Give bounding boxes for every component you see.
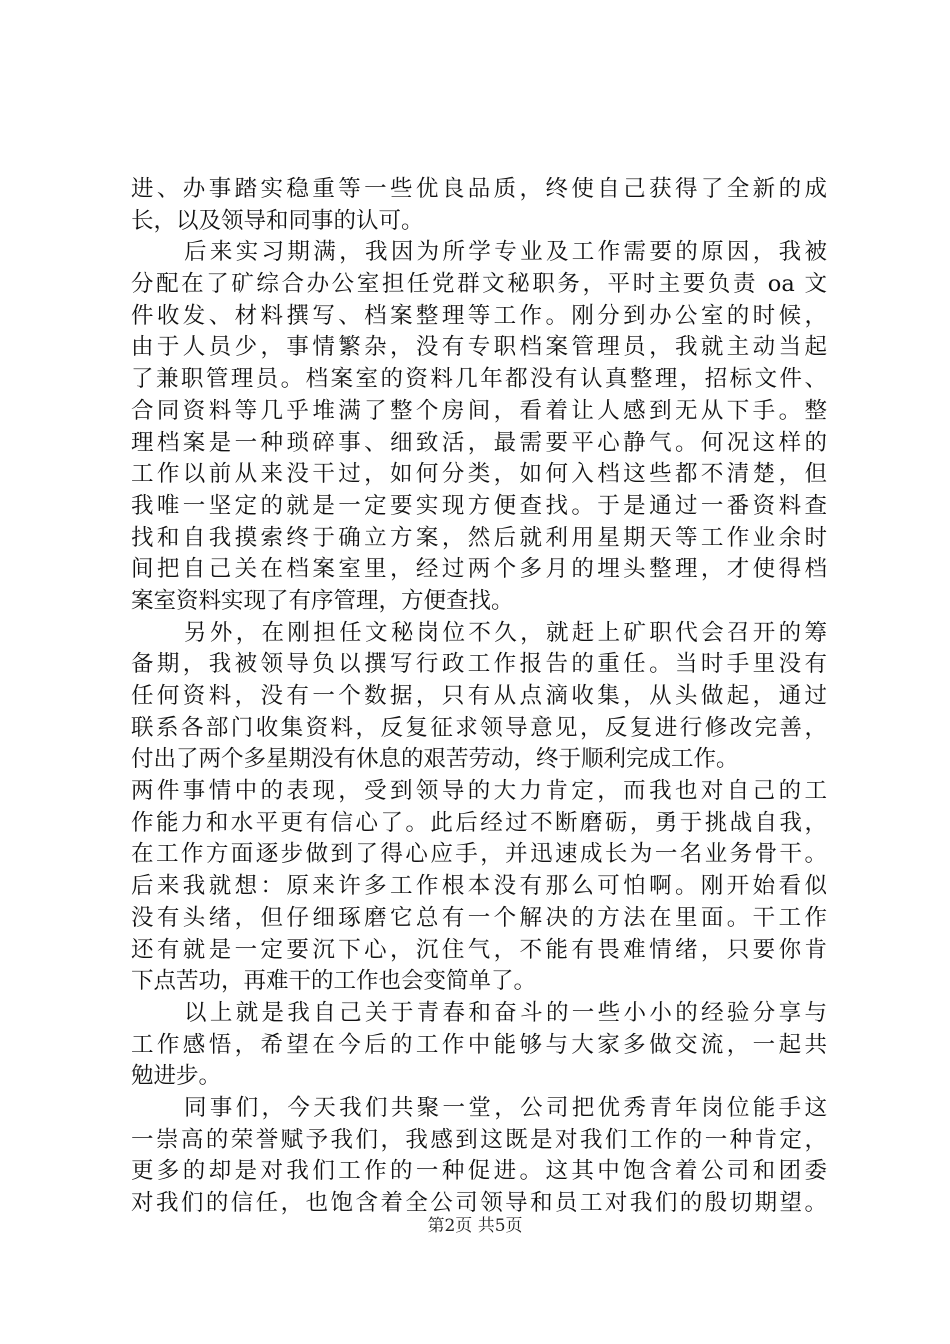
text-line: 在工作方面逐步做到了得心应手，并迅速成长为一名业务骨干。: [131, 841, 827, 868]
text-line: 由于人员少，事情繁杂，没有专职档案管理员，我就主动当起: [131, 334, 827, 361]
paragraph-first-line: 以上就是我自己关于青春和奋斗的一些小小的经验分享与: [184, 999, 827, 1026]
text-line: 作能力和水平更有信心了。此后经过不断磨砺，勇于挑战自我，: [131, 809, 827, 836]
paragraph-first-line: 另外，在刚担任文秘岗位不久，就赶上矿职代会召开的筹: [184, 619, 827, 646]
text-line: 联系各部门收集资料，反复征求领导意见，反复进行修改完善，: [131, 714, 827, 741]
page-footer: 第2页 共5页: [427, 1216, 523, 1236]
text-line: 长，以及领导和同事的认可。: [131, 207, 424, 234]
paragraph-first-line: 同事们，今天我们共聚一堂，公司把优秀青年岗位能手这: [184, 1094, 827, 1121]
text-line: 备期，我被领导负以撰写行政工作报告的重任。当时手里没有: [131, 651, 827, 678]
text-line: 勉进步。: [131, 1063, 222, 1090]
text-line: 我唯一坚定的就是一定要实现方便查找。于是通过一番资料查: [131, 492, 827, 519]
text-line: 任何资料，没有一个数据，只有从点滴收集，从头做起，通过: [131, 683, 827, 709]
text-line: 理档案是一种琐碎事、细致活，最需要平心静气。何况这样的: [131, 429, 827, 456]
text-line: 间把自己关在档案室里，经过两个多月的埋头整理，才使得档: [131, 556, 827, 583]
text-line: 分配在了矿综合办公室担任党群文秘职务，平时主要负责 oa 文: [131, 271, 827, 298]
text-line: 对我们的信任，也饱含着全公司领导和员工对我们的殷切期望。: [131, 1190, 827, 1216]
text-line: 了兼职管理员。档案室的资料几年都没有认真整理，招标文件、: [131, 366, 827, 393]
text-line: 没有头绪，但仔细琢磨它总有一个解决的方法在里面。干工作: [131, 904, 827, 931]
text-line: 合同资料等几乎堆满了整个房间，看着让人感到无从下手。整: [131, 397, 827, 424]
text-line: 后来我就想：原来许多工作根本没有那么可怕啊。刚开始看似: [131, 873, 827, 900]
text-line: 案室资料实现了有序管理，方便查找。: [131, 587, 514, 614]
text-line: 下点苦功，再难干的工作也会变简单了。: [131, 968, 537, 995]
text-line: 找和自我摸索终于确立方案，然后就利用星期天等工作业余时: [131, 524, 827, 551]
text-line: 付出了两个多星期没有休息的艰苦劳动，终于顺利完成工作。: [131, 746, 739, 773]
text-line: 两件事情中的表现，受到领导的大力肯定，而我也对自己的工: [131, 778, 827, 805]
text-line: 更多的却是对我们工作的一种促进。这其中饱含着公司和团委: [131, 1158, 827, 1185]
text-line: 还有就是一定要沉下心，沉住气，不能有畏难情绪，只要你肯: [131, 936, 827, 963]
text-line: 一崇高的荣誉赋予我们，我感到这既是对我们工作的一种肯定，: [131, 1126, 827, 1153]
text-line: 工作感悟，希望在今后的工作中能够与大家多做交流，一起共: [131, 1031, 827, 1058]
body-text: [131, 174, 827, 1220]
paragraph-first-line: 后来实习期满，我因为所学专业及工作需要的原因，我被: [184, 239, 827, 266]
text-line: 件收发、材料撰写、档案整理等工作。刚分到办公室的时候，: [131, 302, 827, 329]
text-line: 工作以前从来没干过，如何分类，如何入档这些都不清楚，但: [131, 461, 827, 488]
text-line: 进、办事踏实稳重等一些优良品质，终使自己获得了全新的成: [131, 176, 827, 202]
